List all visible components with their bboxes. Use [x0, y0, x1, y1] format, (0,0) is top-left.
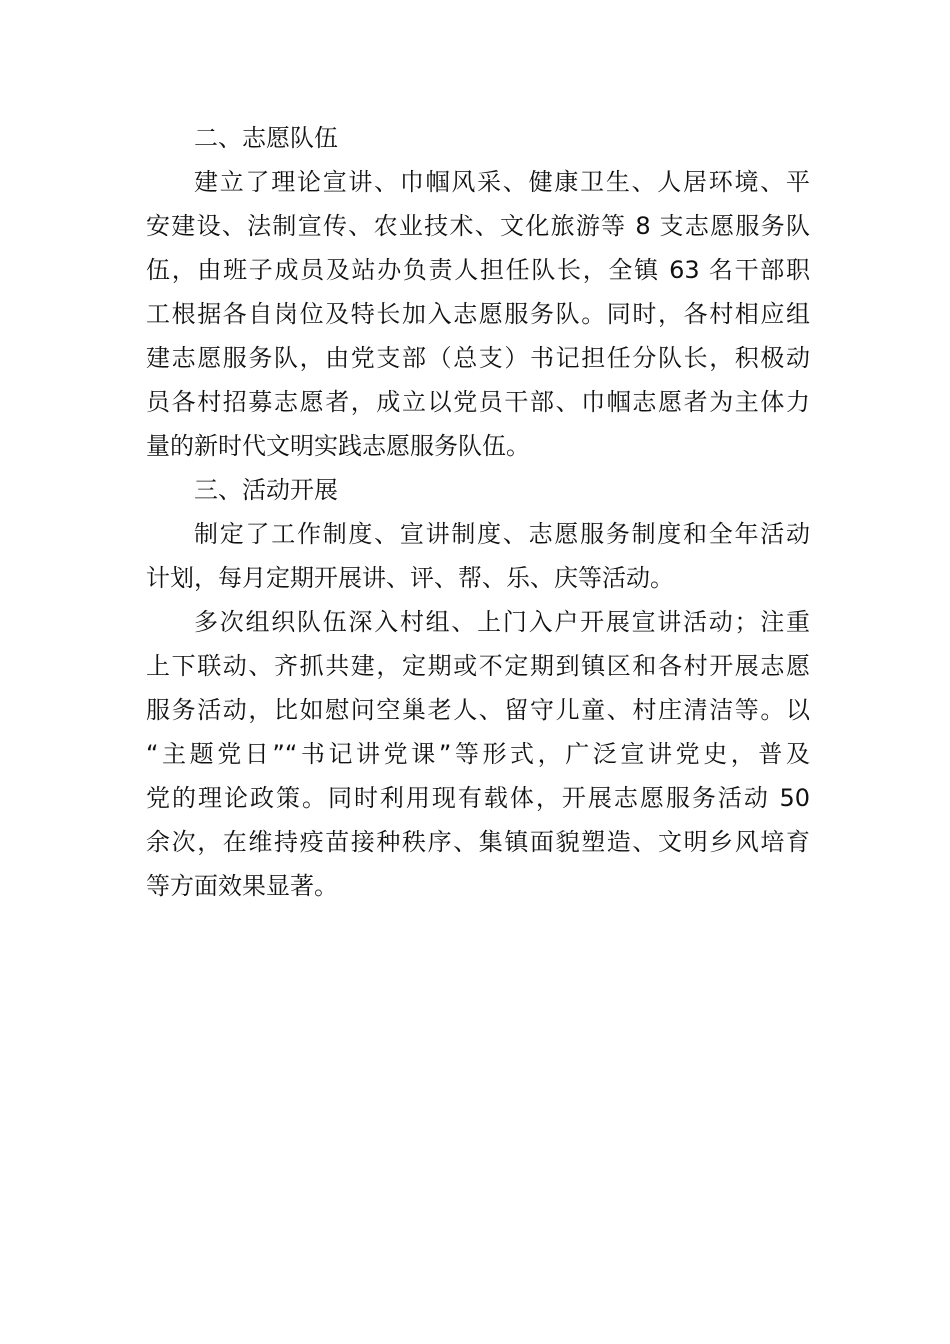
text-line: 量的新时代文明实践志愿服务队伍。 [146, 432, 530, 460]
document-body [146, 116, 810, 908]
text-line: 制定了工作制度、宣讲制度、志愿服务制度和全年活动 [194, 520, 810, 548]
section-heading: 二、志愿队伍 [194, 124, 338, 152]
text-line: 伍，由班子成员及站办负责人担任队长，全镇 63 名干部职 [146, 256, 810, 284]
text-line: “主题党日”“书记讲党课”等形式，广泛宣讲党史，普及 [146, 740, 810, 768]
paragraph [146, 512, 810, 600]
text-line: 员各村招募志愿者，成立以党员干部、巾帼志愿者为主体力 [146, 388, 810, 416]
paragraph [146, 160, 810, 468]
text-line: 服务活动，比如慰问空巢老人、留守儿童、村庄清洁等。以 [146, 696, 810, 724]
paragraph [146, 600, 810, 908]
section-heading: 三、活动开展 [194, 476, 338, 504]
text-line: 余次，在维持疫苗接种秩序、集镇面貌塑造、文明乡风培育 [146, 828, 810, 856]
text-line: 上下联动、齐抓共建，定期或不定期到镇区和各村开展志愿 [146, 652, 810, 680]
text-line: 安建设、法制宣传、农业技术、文化旅游等 8 支志愿服务队 [146, 212, 810, 240]
text-line: 建志愿服务队，由党支部（总支）书记担任分队长，积极动 [146, 344, 810, 372]
text-line: 多次组织队伍深入村组、上门入户开展宣讲活动；注重 [194, 608, 810, 636]
text-line: 党的理论政策。同时利用现有载体，开展志愿服务活动 50 [146, 784, 810, 812]
text-line: 等方面效果显著。 [146, 872, 338, 900]
text-line: 工根据各自岗位及特长加入志愿服务队。同时，各村相应组 [146, 300, 810, 328]
text-line: 建立了理论宣讲、巾帼风采、健康卫生、人居环境、平 [194, 168, 810, 196]
text-line: 计划，每月定期开展讲、评、帮、乐、庆等活动。 [146, 564, 674, 592]
